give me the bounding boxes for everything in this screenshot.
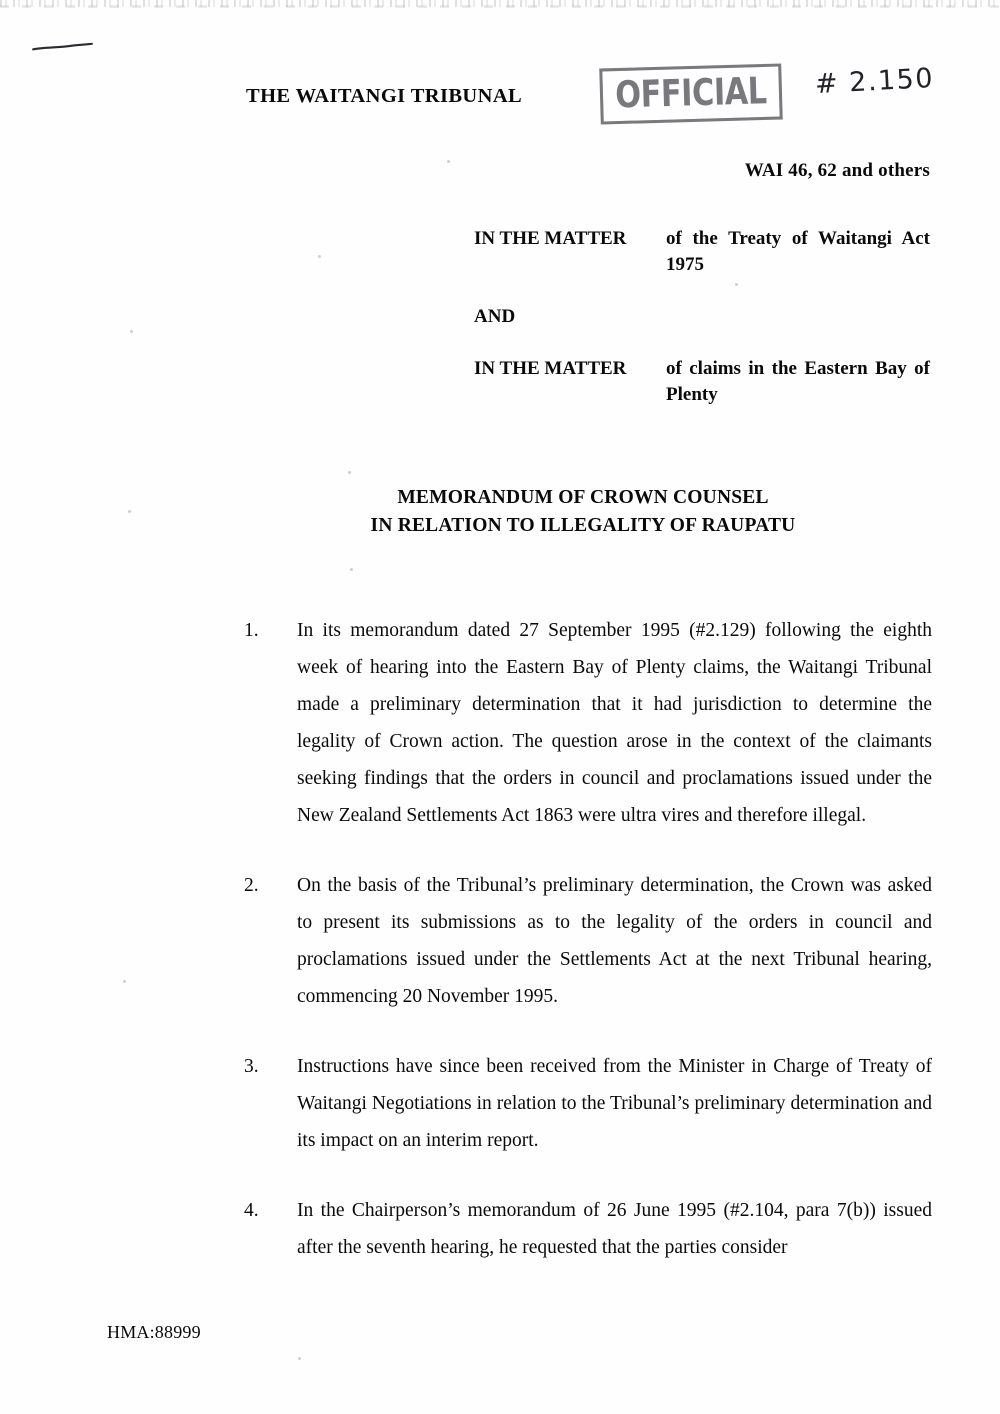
official-stamp [599,63,782,124]
body-text [244,612,932,1299]
scan-speck [123,980,126,983]
handwritten-dash-mark [32,43,94,51]
matter-conjunction-label: AND [474,306,516,327]
scan-speck [298,1357,301,1360]
paragraph-number: 1. [244,620,259,641]
matter-row [474,226,930,278]
tribunal-title: THE WAITANGI TRIBUNAL [246,85,523,107]
scan-speck [350,568,353,571]
paragraph-number: 2. [244,875,259,896]
matter-value: of the Treaty of Waitangi Act 1975 [666,228,930,275]
scan-speck [348,471,351,474]
case-reference: WAI 46, 62 and others [744,160,930,181]
paragraph-text: Instructions have since been received from the Minister in Charge of Treaty of Waitangi Negotiations in relation to the Tribunal’s preliminary determination and its impact on an interim report. [297,1056,932,1151]
paragraph-number: 3. [244,1056,259,1077]
document-title-line-1: MEMORANDUM OF CROWN COUNSEL [397,487,769,508]
matter-label: IN THE MATTER [474,358,627,379]
footer-reference-code: HMA:88999 [107,1322,201,1342]
paragraph-text: In its memorandum dated 27 September 1995 (#2.129) following the eighth week of hearing into the Eastern Bay of Plenty claims, the Waitangi Tribunal made a preliminary determination that it had jurisdiction to determine the legality of Crown action. The question arose in the context of the claimants seeking findings that the orders in council and proclamations issued under the New Zealand Settlements Act 1863 were ultra vires and therefore illegal. [297,620,932,826]
matter-row-and [474,304,930,330]
numbered-paragraph [244,612,932,834]
matter-block [474,226,930,408]
scan-speck [130,330,133,333]
paragraph-text: In the Chairperson’s memorandum of 26 June 1995 (#2.104, para 7(b)) issued after the seventh hearing, he requested that the parties consider [297,1200,932,1258]
matter-value: of claims in the Eastern Bay of Plenty [666,358,930,405]
matter-row [474,356,930,408]
paragraph-number: 4. [244,1200,259,1221]
matter-label: IN THE MATTER [474,228,627,249]
scan-speck [318,255,321,258]
handwritten-document-number: # 2.150 [814,62,935,101]
scan-edge-artifact-secondary [0,5,1000,8]
numbered-paragraph [244,1192,932,1266]
document-title [0,484,1000,540]
stamp-label: OFFICIAL [614,68,768,117]
document-title-line-2: IN RELATION TO ILLEGALITY OF RAUPATU [370,515,796,536]
paragraph-text: On the basis of the Tribunal’s preliminary determination, the Crown was asked to present its submissions as to the legality of the orders in council and proclamations issued under the Settlements Act at the next Tribunal hearing, commencing 20 November 1995. [297,875,932,1007]
scan-speck [447,160,450,163]
scan-speck [735,283,738,286]
scan-speck [128,510,131,513]
numbered-paragraph [244,867,932,1015]
numbered-paragraph [244,1048,932,1159]
